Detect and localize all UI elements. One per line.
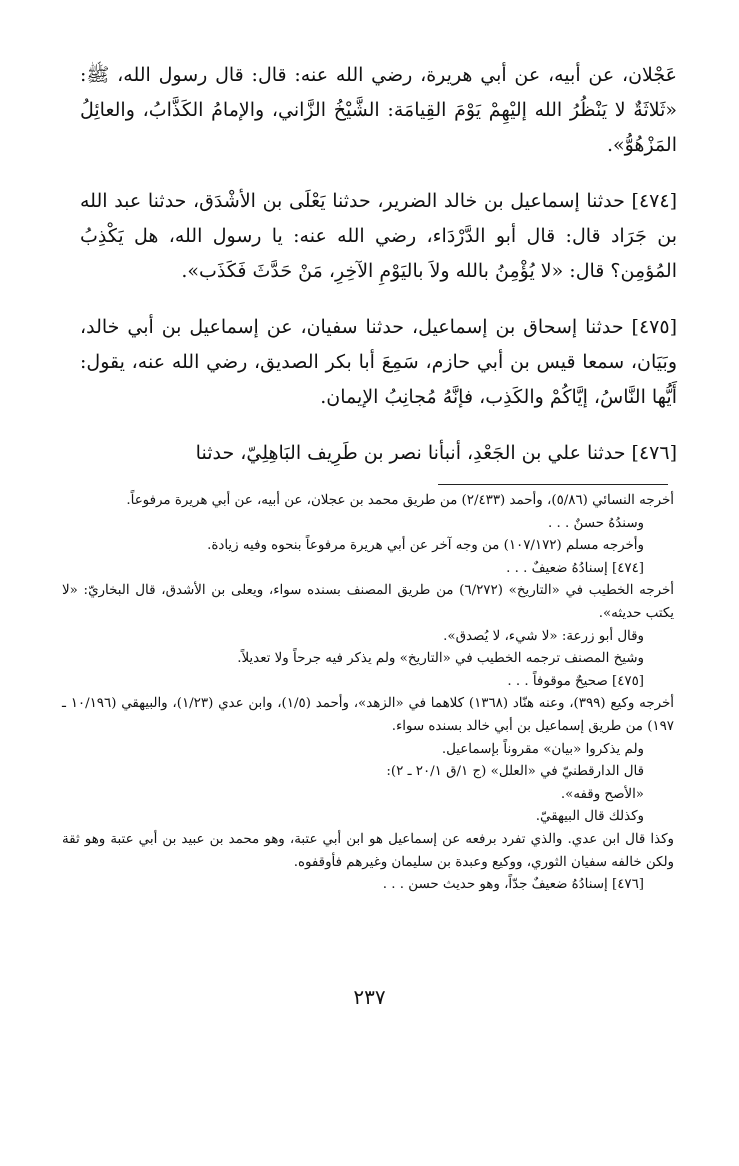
footnote-divider bbox=[438, 484, 668, 485]
footnote-line: «الأصح وقفه». bbox=[560, 786, 644, 802]
paragraph-hadith-475: [٤٧٥] حدثنا إسحاق بن إسماعيل، حدثنا سفيان، عن إسماعيل بن أبي خالد، وبَيَان، سمعا قيس بن أبي حازم، سَمِعَ أبا بكر الصديق، رضي الله عنه، يقول: أَيُّها النَّاسُ، إيَّاكُمْ والكَذِب، فإنَّهُ مُجانِبُ الإيمان. bbox=[80, 316, 677, 408]
footnote-line: ولم يذكروا «بيان» مقروناً بإسماعيل. bbox=[441, 741, 644, 757]
paragraph-hadith-476-start: [٤٧٦] حدثنا علي بن الجَعْدِ، أنبأنا نصر بن طَرِيف البَاهِلِيّ، حدثنا bbox=[195, 442, 677, 464]
footnotes bbox=[62, 490, 674, 897]
footnote-line: وشيخ المصنف ترجمه الخطيب في «التاريخ» ولم يذكر فيه جرحاً ولا تعديلاً. bbox=[237, 651, 644, 667]
footnote-line: أخرجه وكيع (٣٩٩)، وعنه هنّاد (١٣٦٨) كلاهما في «الزهد»، وأحمد (١/٥)، وابن عدي (١/٢٣)، والبيهقي (١٠/١٩٦ ـ ١٩٧) من طريق إسماعيل بن أبي خالد بسنده سواء. bbox=[62, 696, 674, 734]
footnote-line: [٤٧٥] صحيحٌ موقوفاً . . . bbox=[507, 673, 644, 689]
footnote-line: وكذا قال ابن عدي. والذي تفرد برفعه عن إسماعيل هو ابن أبي عتبة، وهو محمد بن عبيد بن أبي عتبة وهو ثقة ولكن خالفه سفيان الثوري، ووكيع وعبدة بن سليمان وغيرهم فأوقفوه. bbox=[62, 831, 674, 870]
footnote-line: أخرجه النسائي (٥/٨٦)، وأحمد (٢/٤٣٣) من طريق محمد بن عجلان، عن أبيه، عن أبي هريرة مرفوعاً. bbox=[126, 493, 674, 508]
footnote-line: وقال أبو زرعة: «لا شيء، لا يُصدق». bbox=[443, 628, 644, 644]
footnote-line: وأخرجه مسلم (١٠٧/١٧٢) من وجه آخر عن أبي هريرة مرفوعاً بنحوه وفيه زيادة. bbox=[207, 538, 644, 554]
footnote-line: وسندُهُ حسنٌ . . . bbox=[548, 515, 644, 531]
footnote-line: [٤٧٤] إسنادُهُ ضعيفٌ . . . bbox=[506, 560, 644, 576]
paragraph-hadith-473-end: عَجْلان، عن أبيه، عن أبي هريرة، رضي الله عنه: قال: قال رسول الله، ﷺ: «ثَلاثَةٌ لا يَنْظُرُ الله إليْهِمْ يَوْمَ القِيامَة: الشَّيْخُ الزَّاني، والإمامُ الكَذَّابُ، والعائِلُ المَزْهُوُّ». bbox=[80, 64, 677, 156]
main-text bbox=[80, 58, 677, 492]
footnote-line: وكذلك قال البيهقيّ. bbox=[535, 809, 644, 825]
footnote-line: قال الدارقطنيّ في «العلل» (ج ١/ق ٢٠/١ ـ ٢): bbox=[386, 764, 644, 780]
footnote-line: أخرجه الخطيب في «التاريخ» (٦/٢٧٢) من طريق المصنف بسنده سواء، ويعلى بن الأشدق، قال البخاريّ: «لا يكتب حديثه». bbox=[62, 583, 674, 621]
paragraph-hadith-474: [٤٧٤] حدثنا إسماعيل بن خالد الضرير، حدثنا يَعْلَى بن الأشْدَق، حدثنا عبد الله بن جَرَاد قال: قال أبو الدَّرْدَاء، رضي الله عنه: يا رسول الله، هل يَكْذِبُ المُؤمِن؟ قال: «لا يُؤْمِنُ بالله ولاَ باليَوْمِ الآخِرِ، مَنْ حَدَّثَ فَكَذَب». bbox=[80, 190, 677, 282]
footnote-line: [٤٧٦] إسنادُهُ ضعيفٌ جدّاً، وهو حديث حسن . . . bbox=[382, 877, 644, 893]
page-number: ٢٣٧ bbox=[353, 985, 386, 1009]
